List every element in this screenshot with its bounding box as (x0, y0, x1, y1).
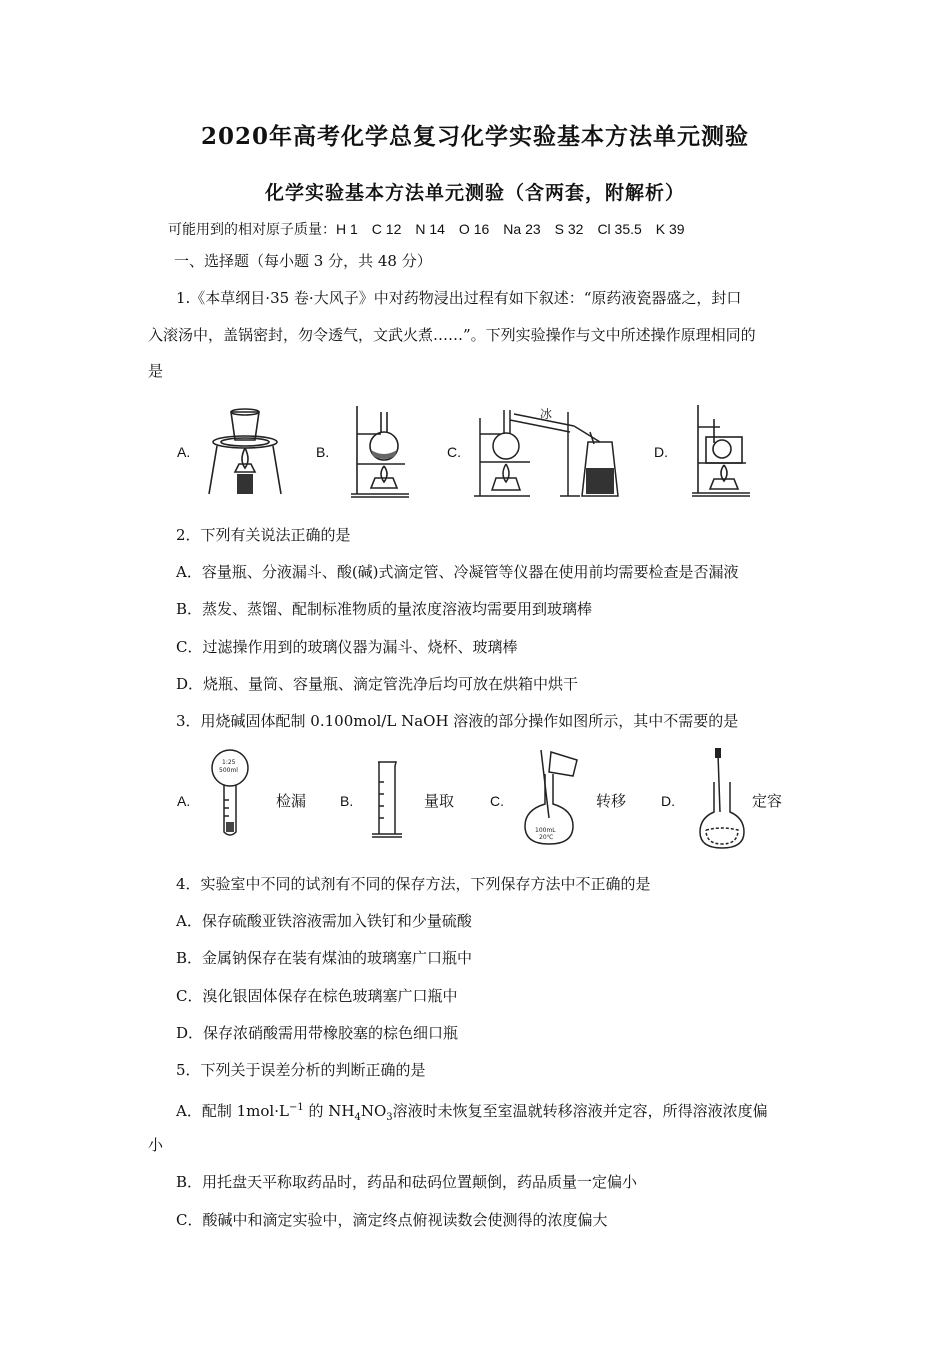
q5-a-subscript-1: 4 (354, 1112, 361, 1123)
document-title: 2020年高考化学总复习化学实验基本方法单元测验 (200, 123, 749, 150)
q5-a-superscript: −1 (288, 1102, 304, 1113)
q1-option-a-label: A. (177, 444, 191, 460)
q2-option-a: A．容量瓶、分液漏斗、酸(碱)式滴定管、冷凝管等仪器在使用前均需要检查是否漏液 (176, 563, 739, 581)
q5-stem: 5．下列关于误差分析的判断正确的是 (176, 1061, 426, 1079)
q3-option-c-text: 转移 (596, 792, 627, 810)
q1-figure-b-heating-flask (345, 402, 415, 500)
q4-option-c: C．溴化银固体保存在棕色玻璃塞广口瓶中 (176, 987, 458, 1005)
q5-a-text-3: NO (360, 1102, 387, 1120)
q3-option-b-label: B. (340, 793, 354, 809)
q5-a-text-1: A．配制 1mol·L (176, 1102, 289, 1120)
q5-a-text-4: 溶液时未恢复至室温就转移溶液并定容，所得溶液浓度偏 (392, 1102, 768, 1120)
q1-stem-line2: 入滚汤中，盖锅密封，勿令透气，文武火煮……”。下列实验操作与文中所述操作原理相同的 (148, 326, 756, 344)
q5-a-subscript-2: 3 (386, 1112, 393, 1123)
q3-figure-c-label-1: 100mL (535, 827, 556, 834)
q1-option-d-label: D. (654, 444, 668, 460)
q3-option-d-text: 定容 (752, 792, 783, 810)
section-heading: 一、选择题（每小题 3 分，共 48 分） (174, 252, 432, 270)
q2-option-b: B．蒸发、蒸馏、配制标准物质的量浓度溶液均需要用到玻璃棒 (176, 600, 593, 618)
q3-figure-c-transfer-flask (515, 748, 591, 848)
q3-figure-d-make-up-to-volume (694, 746, 754, 850)
q3-stem: 3．用烧碱固体配制 0.100mol/L NaOH 溶液的部分操作如图所示，其中不需要的是 (176, 712, 739, 730)
q4-option-d: D．保存浓硝酸需用带橡胶塞的棕色细口瓶 (176, 1024, 459, 1042)
q1-figure-a-evaporation-apparatus (205, 402, 285, 498)
q4-option-a: A．保存硫酸亚铁溶液需加入铁钉和少量硫酸 (176, 912, 472, 930)
q2-option-d: D．烧瓶、量筒、容量瓶、滴定管洗净后均可放在烘箱中烘干 (176, 675, 579, 693)
q3-option-a-label: A. (177, 793, 191, 809)
q1-figure-c-ice-label: 冰 (540, 407, 553, 421)
q5-option-b: B．用托盘天平称取药品时，药品和砝码位置颠倒，药品质量一定偏小 (176, 1173, 638, 1191)
document-subtitle: 化学实验基本方法单元测验（含两套，附解析） (264, 182, 685, 204)
q1-figure-c-distillation-apparatus (470, 398, 630, 502)
q3-figure-a-label-1: 1:25 (222, 759, 236, 766)
q3-figure-a-leak-test-flask (205, 748, 255, 840)
q2-stem: 2．下列有关说法正确的是 (176, 526, 351, 544)
q1-option-b-label: B. (316, 444, 330, 460)
q4-stem: 4．实验室中不同的试剂有不同的保存方法，下列保存方法中不正确的是 (176, 875, 651, 893)
q5-option-a-line2: 小 (148, 1136, 164, 1154)
q1-stem-line1: 1.《本草纲目·35 卷·大风子》中对药物浸出过程有如下叙述：“原药液瓷器盛之，封口 (176, 289, 742, 307)
q4-option-b: B．金属钠保存在装有煤油的玻璃塞广口瓶中 (176, 949, 473, 967)
q5-option-a-line1 (176, 1098, 768, 1128)
atomic-mass-line: 可能用到的相对原子质量：H 1 C 12 N 14 O 16 Na 23 S 32 Cl 35.5 K 39 (168, 221, 685, 237)
q3-option-b-text: 量取 (424, 792, 455, 810)
q3-option-c-label: C. (490, 793, 504, 809)
q3-option-a-text: 检漏 (276, 792, 307, 810)
q3-option-d-label: D. (661, 793, 675, 809)
q1-figure-d-beaker-heating (686, 403, 756, 499)
q1-stem-line3: 是 (148, 362, 164, 380)
q3-figure-a-label-2: 500ml (219, 767, 238, 774)
q3-figure-b-graduated-cylinder (368, 758, 408, 840)
q5-a-text-2: 的 NH (303, 1102, 355, 1120)
q3-figure-c-label-2: 20℃ (539, 834, 554, 841)
q1-option-c-label: C. (447, 444, 461, 460)
q2-option-c: C．过滤操作用到的玻璃仪器为漏斗、烧杯、玻璃棒 (176, 638, 518, 656)
q5-option-c: C．酸碱中和滴定实验中，滴定终点俯视读数会使测得的浓度偏大 (176, 1211, 608, 1229)
